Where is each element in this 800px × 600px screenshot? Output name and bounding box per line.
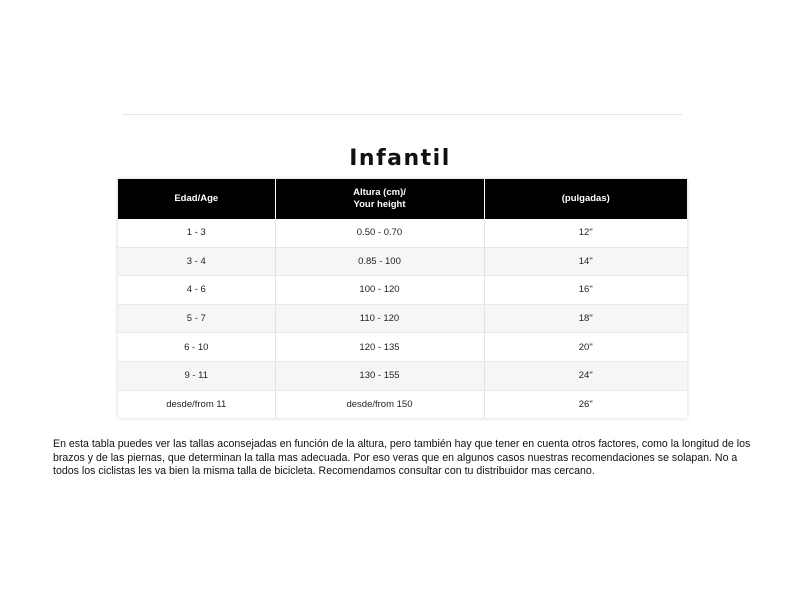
table-row [118,361,687,390]
cell-height: 0.85 - 100 [275,247,484,276]
cell-age: 6 - 10 [118,333,275,362]
cell-height: 130 - 155 [275,361,484,390]
cell-height: 110 - 120 [275,304,484,333]
table-row [118,390,687,418]
cell-inches: 16" [484,276,687,305]
page-title: Infantil [349,145,451,171]
cell-age: 4 - 6 [118,276,275,305]
header-height-line1: Altura (cm)/ [353,187,406,198]
top-divider [122,114,682,115]
size-table-header [118,179,687,219]
cell-inches: 18" [484,304,687,333]
size-table [118,179,687,418]
header-age: Edad/Age [118,179,275,219]
cell-inches: 12" [484,219,687,247]
cell-age: 9 - 11 [118,361,275,390]
header-inches: (pulgadas) [484,179,687,219]
table-row [118,247,687,276]
cell-inches: 20" [484,333,687,362]
header-row [118,179,687,219]
size-table-container [118,179,687,418]
size-note-paragraph: En esta tabla puedes ver las tallas aconsejadas en función de la altura, pero también hay que tener en cuenta otros factores, como la longitud de los brazos y de las piernas, que determinan la talla mas adecuada. Por eso veras que en algunos casos nuestras recomendaciones se solapan. No a todos los ciclistas les va bien la misma talla de bicicleta. Recomendamos consultar con tu distribuidor mas cercano. [53,438,751,477]
header-height-line2: Your height [353,199,406,210]
cell-age: desde/from 11 [118,390,275,418]
cell-age: 1 - 3 [118,219,275,247]
cell-inches: 26" [484,390,687,418]
cell-inches: 24" [484,361,687,390]
table-row [118,333,687,362]
cell-height: 120 - 135 [275,333,484,362]
cell-height: 0.50 - 0.70 [275,219,484,247]
table-row [118,219,687,247]
size-table-body [118,219,687,418]
cell-height: 100 - 120 [275,276,484,305]
cell-age: 5 - 7 [118,304,275,333]
header-height [275,179,484,219]
table-row [118,276,687,305]
cell-age: 3 - 4 [118,247,275,276]
cell-inches: 14" [484,247,687,276]
cell-height: desde/from 150 [275,390,484,418]
table-row [118,304,687,333]
